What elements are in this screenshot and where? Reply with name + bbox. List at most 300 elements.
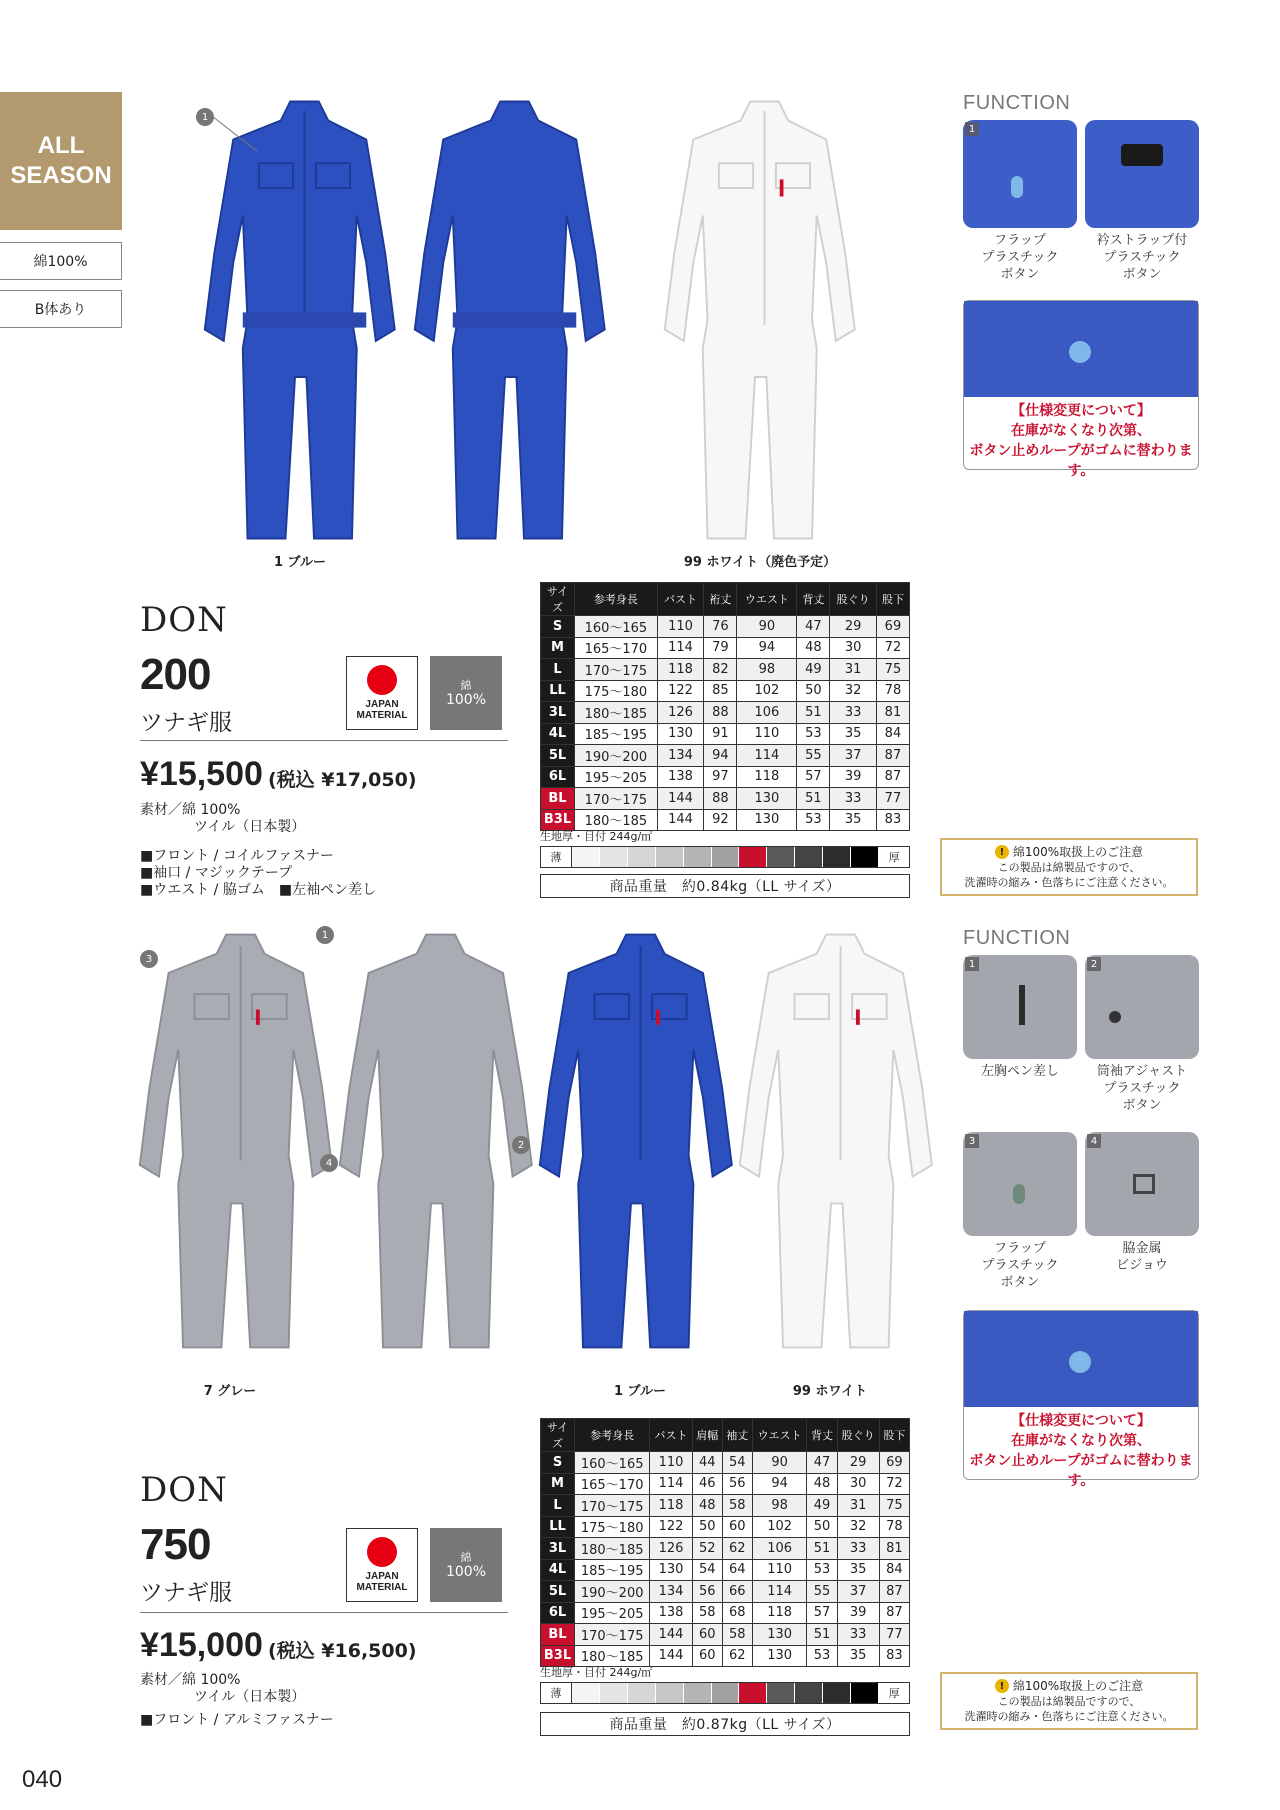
button-loop-icon bbox=[1069, 1351, 1091, 1373]
measurement-cell: 170～175 bbox=[575, 659, 658, 681]
brand-logo: DON bbox=[140, 600, 228, 640]
size-table-header: バスト bbox=[650, 1419, 692, 1452]
size-table-header: 裄丈 bbox=[704, 583, 737, 616]
measurement-cell: 39 bbox=[837, 1602, 879, 1624]
measurement-cell: 144 bbox=[657, 788, 704, 810]
table-row bbox=[541, 1559, 910, 1581]
size-table-header: 股下 bbox=[879, 1419, 909, 1452]
table-row bbox=[541, 1581, 910, 1603]
function-num: 1 bbox=[965, 122, 979, 136]
feature-item: ■ウエスト / 脇ゴム ■左袖ペン差し bbox=[140, 882, 377, 898]
measurement-cell: 110 bbox=[752, 1559, 807, 1581]
function-num: 4 bbox=[1087, 1134, 1101, 1148]
features-list bbox=[140, 1712, 334, 1729]
measurement-cell: 130 bbox=[657, 723, 704, 745]
button-icon bbox=[1013, 1184, 1025, 1204]
measurement-cell: 60 bbox=[692, 1624, 722, 1646]
thickness-swatch bbox=[628, 847, 656, 867]
notice-line3: ボタン止めループがゴムに替わります。 bbox=[969, 443, 1193, 479]
notice-line2: 在庫がなくなり次第、 bbox=[1011, 423, 1151, 439]
measurement-cell: 195～205 bbox=[575, 766, 658, 788]
measurement-cell: 69 bbox=[876, 616, 909, 638]
size-cell: LL bbox=[541, 680, 575, 702]
size-table-header: 肩幅 bbox=[692, 1419, 722, 1452]
japan-material-badge: JAPAN MATERIAL bbox=[346, 656, 418, 730]
measurement-cell: 47 bbox=[807, 1452, 837, 1474]
measurement-cell: 39 bbox=[830, 766, 877, 788]
price: ¥15,500 bbox=[140, 755, 263, 793]
measurement-cell: 37 bbox=[837, 1581, 879, 1603]
measurement-cell: 77 bbox=[876, 788, 909, 810]
measurement-cell: 48 bbox=[692, 1495, 722, 1517]
coverall-blue-front bbox=[205, 102, 395, 539]
size-cell: BL bbox=[541, 1624, 575, 1646]
spec-change-notice bbox=[963, 300, 1199, 479]
size-cell: L bbox=[541, 1495, 575, 1517]
measurement-cell: 35 bbox=[837, 1645, 879, 1667]
brand-logo: DON bbox=[140, 1470, 228, 1510]
measurement-cell: 72 bbox=[876, 637, 909, 659]
measurement-cell: 60 bbox=[692, 1645, 722, 1667]
size-cell: 4L bbox=[541, 723, 575, 745]
size-cell: 6L bbox=[541, 766, 575, 788]
thickness-swatch bbox=[712, 847, 740, 867]
measurement-cell: 51 bbox=[807, 1538, 837, 1560]
divider bbox=[140, 1612, 508, 1613]
measurement-cell: 52 bbox=[692, 1538, 722, 1560]
material: 素材／綿 100% ツイル（日本製） bbox=[140, 1672, 306, 1705]
measurement-cell: 48 bbox=[807, 1473, 837, 1495]
size-cell: M bbox=[541, 1473, 575, 1495]
measurement-cell: 87 bbox=[879, 1602, 909, 1624]
measurement-cell: 68 bbox=[722, 1602, 752, 1624]
features-list bbox=[140, 848, 376, 899]
page-number: 040 bbox=[22, 1766, 63, 1793]
measurement-cell: 87 bbox=[876, 766, 909, 788]
table-row bbox=[541, 1516, 910, 1538]
measurement-cell: 138 bbox=[657, 766, 704, 788]
size-cell: 3L bbox=[541, 1538, 575, 1560]
table-row bbox=[541, 1624, 910, 1646]
size-table-header: 参考身長 bbox=[575, 583, 658, 616]
thin-label: 薄 bbox=[541, 847, 572, 867]
loop-photo bbox=[964, 1311, 1198, 1407]
measurement-cell: 180～185 bbox=[575, 809, 658, 831]
price-tax: (税込 ¥17,050) bbox=[268, 769, 417, 791]
measurement-cell: 83 bbox=[876, 809, 909, 831]
function-num: 2 bbox=[1087, 957, 1101, 971]
measurement-cell: 94 bbox=[704, 745, 737, 767]
measurement-cell: 94 bbox=[737, 637, 797, 659]
measurement-cell: 60 bbox=[722, 1516, 752, 1538]
table-row bbox=[541, 616, 910, 638]
measurement-cell: 75 bbox=[879, 1495, 909, 1517]
measurement-cell: 54 bbox=[692, 1559, 722, 1581]
bottom-coveralls-illustration bbox=[135, 925, 935, 1390]
size-table-header: 股ぐり bbox=[830, 583, 877, 616]
size-cell: LL bbox=[541, 1516, 575, 1538]
measurement-cell: 32 bbox=[837, 1516, 879, 1538]
measurement-cell: 57 bbox=[807, 1602, 837, 1624]
callout-2: 2 bbox=[512, 1136, 530, 1154]
thick-label: 厚 bbox=[879, 847, 909, 867]
loop-photo bbox=[964, 301, 1198, 397]
function-caption-2: 筒袖アジャスト プラスチック ボタン bbox=[1096, 1064, 1188, 1113]
size-cell: B3L bbox=[541, 809, 575, 831]
measurement-cell: 114 bbox=[650, 1473, 692, 1495]
measurement-cell: 35 bbox=[830, 809, 877, 831]
size-table-header: 股ぐり bbox=[837, 1419, 879, 1452]
measurement-cell: 64 bbox=[722, 1559, 752, 1581]
measurement-cell: 144 bbox=[650, 1645, 692, 1667]
top-coveralls-illustration bbox=[190, 92, 890, 554]
size-table-bottom bbox=[540, 1418, 910, 1667]
table-row bbox=[541, 637, 910, 659]
size-table-header: 参考身長 bbox=[575, 1419, 650, 1452]
measurement-cell: 58 bbox=[722, 1495, 752, 1517]
size-table-header: ウエスト bbox=[752, 1419, 807, 1452]
measurement-cell: 90 bbox=[737, 616, 797, 638]
callout-4: 4 bbox=[320, 1154, 338, 1172]
measurement-cell: 102 bbox=[737, 680, 797, 702]
thickness-swatch bbox=[712, 1683, 740, 1703]
measurement-cell: 165～170 bbox=[575, 637, 658, 659]
thickness-swatch bbox=[767, 1683, 795, 1703]
thickness-label: 生地厚・目付 244g/㎡ bbox=[540, 830, 653, 843]
measurement-cell: 66 bbox=[722, 1581, 752, 1603]
callout-1: 1 bbox=[196, 108, 214, 126]
measurement-cell: 72 bbox=[879, 1473, 909, 1495]
measurement-cell: 49 bbox=[797, 659, 830, 681]
spec-change-notice bbox=[963, 1310, 1199, 1489]
thickness-swatch-active bbox=[739, 1683, 767, 1703]
measurement-cell: 51 bbox=[807, 1624, 837, 1646]
button-icon bbox=[1109, 1011, 1121, 1023]
measurement-cell: 180～185 bbox=[575, 1538, 650, 1560]
measurement-cell: 91 bbox=[704, 723, 737, 745]
cotton-badge: 綿 100% bbox=[430, 656, 502, 730]
measurement-cell: 31 bbox=[830, 659, 877, 681]
measurement-cell: 102 bbox=[752, 1516, 807, 1538]
measurement-cell: 144 bbox=[650, 1624, 692, 1646]
measurement-cell: 81 bbox=[879, 1538, 909, 1560]
size-cell: 6L bbox=[541, 1602, 575, 1624]
thickness-swatch bbox=[851, 1683, 879, 1703]
product-weight: 商品重量 約0.84kg（LL サイズ） bbox=[540, 874, 910, 898]
thickness-swatch bbox=[600, 1683, 628, 1703]
table-row bbox=[541, 788, 910, 810]
measurement-cell: 144 bbox=[657, 809, 704, 831]
measurement-cell: 44 bbox=[692, 1452, 722, 1474]
measurement-cell: 160～165 bbox=[575, 616, 658, 638]
notice-line1: 【仕様変更について】 bbox=[1011, 403, 1151, 419]
size-table-header: ウエスト bbox=[737, 583, 797, 616]
measurement-cell: 32 bbox=[830, 680, 877, 702]
measurement-cell: 114 bbox=[657, 637, 704, 659]
size-cell: 4L bbox=[541, 1559, 575, 1581]
measurement-cell: 50 bbox=[797, 680, 830, 702]
table-row bbox=[541, 1473, 910, 1495]
measurement-cell: 53 bbox=[807, 1559, 837, 1581]
function-cuff-adjust-image bbox=[1085, 955, 1199, 1059]
thickness-swatch bbox=[823, 847, 851, 867]
warning-icon: ! bbox=[995, 1679, 1009, 1693]
thickness-swatch bbox=[656, 1683, 684, 1703]
measurement-cell: 53 bbox=[797, 723, 830, 745]
measurement-cell: 56 bbox=[722, 1473, 752, 1495]
function-num: 1 bbox=[965, 957, 979, 971]
thickness-label: 生地厚・目付 244g/㎡ bbox=[540, 1666, 653, 1679]
size-cell: B3L bbox=[541, 1645, 575, 1667]
thickness-swatch bbox=[684, 847, 712, 867]
function-collar-strap-image bbox=[1085, 120, 1199, 228]
collar-tag-icon bbox=[1121, 144, 1163, 166]
coverall-grey-front bbox=[140, 935, 332, 1348]
measurement-cell: 76 bbox=[704, 616, 737, 638]
measurement-cell: 130 bbox=[650, 1559, 692, 1581]
measurement-cell: 51 bbox=[797, 788, 830, 810]
measurement-cell: 58 bbox=[722, 1624, 752, 1646]
size-table-header: サイズ bbox=[541, 1419, 575, 1452]
size-cell: 5L bbox=[541, 1581, 575, 1603]
table-row bbox=[541, 702, 910, 724]
measurement-cell: 165～170 bbox=[575, 1473, 650, 1495]
measurement-cell: 114 bbox=[752, 1581, 807, 1603]
measurement-cell: 122 bbox=[650, 1516, 692, 1538]
measurement-cell: 110 bbox=[737, 723, 797, 745]
size-table-header: 袖丈 bbox=[722, 1419, 752, 1452]
measurement-cell: 35 bbox=[830, 723, 877, 745]
color-label-grey: 7 グレー bbox=[203, 1384, 257, 1399]
measurement-cell: 46 bbox=[692, 1473, 722, 1495]
thickness-swatch bbox=[572, 1683, 600, 1703]
thin-label: 薄 bbox=[541, 1683, 572, 1703]
warning-icon: ! bbox=[995, 845, 1009, 859]
callout-1: 1 bbox=[316, 926, 334, 944]
measurement-cell: 48 bbox=[797, 637, 830, 659]
measurement-cell: 78 bbox=[879, 1516, 909, 1538]
buckle-icon bbox=[1133, 1174, 1155, 1194]
measurement-cell: 85 bbox=[704, 680, 737, 702]
product-name: ツナギ服 bbox=[140, 710, 232, 736]
measurement-cell: 170～175 bbox=[575, 788, 658, 810]
thickness-swatch bbox=[795, 1683, 823, 1703]
measurement-cell: 118 bbox=[657, 659, 704, 681]
measurement-cell: 55 bbox=[797, 745, 830, 767]
measurement-cell: 49 bbox=[807, 1495, 837, 1517]
measurement-cell: 79 bbox=[704, 637, 737, 659]
thickness-swatch bbox=[851, 847, 879, 867]
measurement-cell: 50 bbox=[807, 1516, 837, 1538]
table-row bbox=[541, 723, 910, 745]
measurement-cell: 175～180 bbox=[575, 680, 658, 702]
function-num: 3 bbox=[965, 1134, 979, 1148]
measurement-cell: 130 bbox=[737, 788, 797, 810]
measurement-cell: 33 bbox=[830, 788, 877, 810]
measurement-cell: 75 bbox=[876, 659, 909, 681]
price-tax: (税込 ¥16,500) bbox=[268, 1640, 417, 1662]
measurement-cell: 118 bbox=[737, 766, 797, 788]
japan-flag-icon bbox=[367, 1537, 397, 1567]
measurement-cell: 62 bbox=[722, 1645, 752, 1667]
measurement-cell: 62 bbox=[722, 1538, 752, 1560]
thickness-swatch bbox=[823, 1683, 851, 1703]
table-row bbox=[541, 745, 910, 767]
function-title: FUNCTION bbox=[963, 92, 1071, 114]
notice-line1: 【仕様変更について】 bbox=[1011, 1413, 1151, 1429]
measurement-cell: 130 bbox=[737, 809, 797, 831]
pen-icon bbox=[1019, 985, 1025, 1025]
table-row bbox=[541, 1602, 910, 1624]
material-tag: 綿100% bbox=[0, 242, 122, 280]
measurement-cell: 30 bbox=[837, 1473, 879, 1495]
measurement-cell: 29 bbox=[830, 616, 877, 638]
size-cell: M bbox=[541, 637, 575, 659]
function-caption-4: 脇金属 ビジョウ bbox=[1116, 1241, 1168, 1273]
coverall-blue-back bbox=[415, 102, 605, 539]
measurement-cell: 118 bbox=[650, 1495, 692, 1517]
coverall-blue-front bbox=[540, 935, 732, 1348]
size-cell: 3L bbox=[541, 702, 575, 724]
measurement-cell: 185～195 bbox=[575, 1559, 650, 1581]
measurement-cell: 83 bbox=[879, 1645, 909, 1667]
measurement-cell: 180～185 bbox=[575, 1645, 650, 1667]
size-table-header: 背丈 bbox=[797, 583, 830, 616]
measurement-cell: 110 bbox=[657, 616, 704, 638]
measurement-cell: 53 bbox=[797, 809, 830, 831]
measurement-cell: 87 bbox=[876, 745, 909, 767]
divider bbox=[140, 740, 508, 741]
measurement-cell: 130 bbox=[752, 1624, 807, 1646]
measurement-cell: 185～195 bbox=[575, 723, 658, 745]
measurement-cell: 134 bbox=[657, 745, 704, 767]
measurement-cell: 92 bbox=[704, 809, 737, 831]
measurement-cell: 57 bbox=[797, 766, 830, 788]
button-icon bbox=[1011, 176, 1023, 198]
product-name: ツナギ服 bbox=[140, 1580, 232, 1606]
measurement-cell: 55 bbox=[807, 1581, 837, 1603]
measurement-cell: 37 bbox=[830, 745, 877, 767]
size-cell: S bbox=[541, 616, 575, 638]
size-table-header: 背丈 bbox=[807, 1419, 837, 1452]
measurement-cell: 88 bbox=[704, 788, 737, 810]
measurement-cell: 98 bbox=[752, 1495, 807, 1517]
measurement-cell: 114 bbox=[737, 745, 797, 767]
measurement-cell: 51 bbox=[797, 702, 830, 724]
measurement-cell: 88 bbox=[704, 702, 737, 724]
measurement-cell: 90 bbox=[752, 1452, 807, 1474]
product-weight: 商品重量 約0.87kg（LL サイズ） bbox=[540, 1712, 910, 1736]
thickness-scale bbox=[540, 1682, 910, 1704]
measurement-cell: 47 bbox=[797, 616, 830, 638]
color-label-white: 99 ホワイト（廃色予定） bbox=[683, 555, 837, 570]
notice-line2: 在庫がなくなり次第、 bbox=[1011, 1433, 1151, 1449]
function-caption-3: フラップ プラスチック ボタン bbox=[981, 1241, 1059, 1290]
measurement-cell: 94 bbox=[752, 1473, 807, 1495]
measurement-cell: 54 bbox=[722, 1452, 752, 1474]
function-flap-button-image bbox=[963, 120, 1077, 228]
season-badge bbox=[0, 92, 122, 230]
size-table-header: バスト bbox=[657, 583, 704, 616]
color-label-white: 99 ホワイト bbox=[792, 1384, 868, 1399]
measurement-cell: 170～175 bbox=[575, 1495, 650, 1517]
measurement-cell: 106 bbox=[737, 702, 797, 724]
measurement-cell: 84 bbox=[879, 1559, 909, 1581]
thickness-swatch bbox=[767, 847, 795, 867]
coverall-grey-back bbox=[340, 935, 532, 1348]
cotton-care-warning: ! 綿100%取扱上のご注意 この製品は綿製品ですので、 洗濯時の縮み・色落ちにご注意ください。 bbox=[940, 838, 1198, 896]
measurement-cell: 134 bbox=[650, 1581, 692, 1603]
button-loop-icon bbox=[1069, 341, 1091, 363]
size-table-header: 股下 bbox=[876, 583, 909, 616]
feature-item: ■袖口 / マジックテープ bbox=[140, 865, 293, 881]
thick-label: 厚 bbox=[879, 1683, 909, 1703]
size-cell: 5L bbox=[541, 745, 575, 767]
measurement-cell: 53 bbox=[807, 1645, 837, 1667]
measurement-cell: 98 bbox=[737, 659, 797, 681]
measurement-cell: 126 bbox=[657, 702, 704, 724]
measurement-cell: 118 bbox=[752, 1602, 807, 1624]
measurement-cell: 175～180 bbox=[575, 1516, 650, 1538]
thickness-swatch bbox=[572, 847, 600, 867]
measurement-cell: 33 bbox=[837, 1538, 879, 1560]
feature-item: ■フロント / アルミファスナー bbox=[140, 1712, 334, 1728]
season-line2: SEASON bbox=[10, 162, 112, 189]
table-row bbox=[541, 1452, 910, 1474]
measurement-cell: 195～205 bbox=[575, 1602, 650, 1624]
measurement-cell: 82 bbox=[704, 659, 737, 681]
measurement-cell: 29 bbox=[837, 1452, 879, 1474]
size-cell: BL bbox=[541, 788, 575, 810]
coverall-white-front bbox=[665, 102, 855, 539]
measurement-cell: 31 bbox=[837, 1495, 879, 1517]
japan-flag-icon bbox=[367, 665, 397, 695]
material: 素材／綿 100% ツイル（日本製） bbox=[140, 802, 306, 835]
size-table-header: サイズ bbox=[541, 583, 575, 616]
function-caption-1: フラップ プラスチック ボタン bbox=[981, 233, 1059, 282]
measurement-cell: 190～200 bbox=[575, 745, 658, 767]
table-row bbox=[541, 1495, 910, 1517]
price: ¥15,000 bbox=[140, 1626, 263, 1664]
measurement-cell: 50 bbox=[692, 1516, 722, 1538]
notice-line3: ボタン止めループがゴムに替わります。 bbox=[969, 1453, 1193, 1489]
thickness-swatch bbox=[628, 1683, 656, 1703]
size-cell: L bbox=[541, 659, 575, 681]
measurement-cell: 138 bbox=[650, 1602, 692, 1624]
measurement-cell: 170～175 bbox=[575, 1624, 650, 1646]
measurement-cell: 81 bbox=[876, 702, 909, 724]
function-side-metal-image bbox=[1085, 1132, 1199, 1236]
function-pen-pocket-image bbox=[963, 955, 1077, 1059]
table-row bbox=[541, 659, 910, 681]
model-number: 750 bbox=[140, 1520, 211, 1569]
coverall-white-front bbox=[740, 935, 932, 1348]
b-body-tag: B体あり bbox=[0, 290, 122, 328]
thickness-scale bbox=[540, 846, 910, 868]
measurement-cell: 122 bbox=[657, 680, 704, 702]
color-label-blue: 1 ブルー bbox=[273, 555, 327, 570]
model-number: 200 bbox=[140, 650, 211, 699]
measurement-cell: 126 bbox=[650, 1538, 692, 1560]
measurement-cell: 110 bbox=[650, 1452, 692, 1474]
table-row bbox=[541, 680, 910, 702]
function-caption-1: 左胸ペン差し bbox=[980, 1064, 1059, 1079]
thickness-swatch-active bbox=[739, 847, 767, 867]
table-row bbox=[541, 1538, 910, 1560]
measurement-cell: 84 bbox=[876, 723, 909, 745]
measurement-cell: 33 bbox=[837, 1624, 879, 1646]
measurement-cell: 33 bbox=[830, 702, 877, 724]
